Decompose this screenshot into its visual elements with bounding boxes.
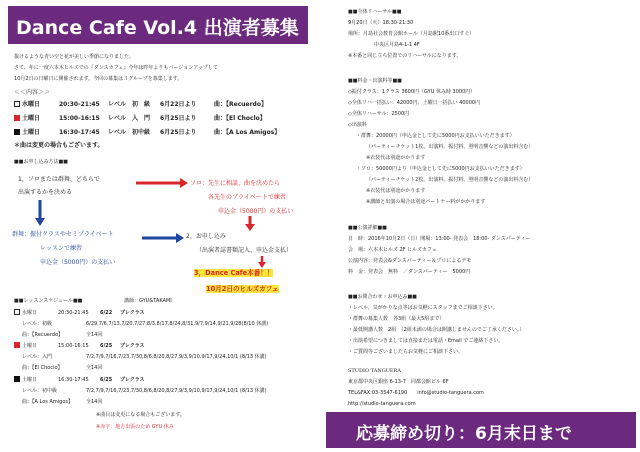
group-row: 土曜日 16:30-17:45 レベル 初中級 6月25日より 曲：【A Los Amigos】 [14, 128, 40, 138]
fee-line: ◇全体リハーサル：2500円 [348, 111, 410, 117]
fee-line: ・群舞：20000円（申込金として先に5000円お支払いいただきます） [356, 133, 515, 139]
square-black-icon [14, 376, 20, 382]
performance-heading: ■■公演詳細■■ [348, 225, 387, 231]
solo-line-1: ソロ：先生に相談、曲を決めたら [190, 180, 281, 187]
schedule-row: 水曜日 20:30-21:45 6/22 プレクラス [14, 309, 314, 318]
arrow-down-icon [245, 216, 255, 231]
studio-address: 東京都中央区銀座 6-13-7 同都会館ビル 6F [348, 379, 449, 385]
fee-line: ◇全体リハ一括払い：42000円、土曜日一括払い 40000円 [348, 100, 481, 106]
song-note: ＊曲は変更の場合もございます。 [14, 142, 104, 149]
intro-line-2: さて、年に一度六本木ヒルズでの『ダンスカフェ』今年は昨年よりもバージョンアップして [14, 65, 218, 71]
intro-line-3: 10月2日の日曜日に開催されます。今回の募集は３グループを募集します。 [14, 76, 183, 82]
group-line-2: レッスンで練習 [40, 245, 82, 252]
group-row: 土曜日 15:00-16:15 レベル 入 門 6月25日より 曲：【El Choclo】 [14, 114, 40, 124]
solo-line-2: 各先生のプライベートで練習 [208, 194, 286, 201]
schedule-song: 曲：【El Choclo】 [22, 365, 63, 371]
rehearsal-place: 場所：月島社会教育会館ホール（月島駅10番出口すぐ） [348, 31, 475, 37]
fees-heading: ■■料金・出演料等■■ [348, 78, 402, 84]
schedule-dates: 7/2,7/9,7/16,7/23,7/30,8/6,8/20,8/27,9/3,9/10,9/17,9/24,10/1 (8/13 休講) [86, 354, 267, 360]
arrow-down-icon [35, 200, 45, 226]
fee-line: ※講師と出演の場合は別途パートナー料がかかります [366, 199, 486, 205]
schedule-row: 土曜日 16:30-17:45 6/25 プレクラス [14, 376, 314, 385]
fee-line: （パーティーチケット1枚、出演料、振付料、照明音響などの演出料含む） [366, 144, 534, 150]
schedule-song: 曲：【A Los Amigos】 [22, 399, 73, 405]
contact-line: ・群舞の募集人数 各3組（最大5組まで） [348, 316, 445, 322]
rehearsal-address: 中央区月島4-1-1 4F [374, 42, 420, 48]
performance-venue: 会 場：六本木ヒルズ 2F ヒルズカフェ [348, 247, 437, 253]
schedule-count: 全14回 [86, 399, 103, 405]
fee-line: ・ソロ：50000円より（申込金として先に5000円お支払いいただきます） [356, 166, 525, 172]
fee-line: ※衣装代は別途かかります [366, 188, 426, 194]
page-title: Dance Cafe Vol.4 出演者募集 !! [16, 17, 323, 39]
rehearsal-note: ※本番と同じ立ち位置でのリハーサルになります。 [348, 53, 462, 59]
step2-sub: （出演者誌書類記入、申込金支払） [196, 247, 293, 254]
arrow-right-icon [136, 178, 188, 188]
schedule-level: レベル：入門 [22, 354, 53, 360]
performance-fee: 料 金：発表会 無料 ／ダンスパーティー 5000円 [348, 269, 471, 275]
schedule-count: 全14回 [86, 365, 103, 371]
solo-line-3: 申込金（5000円）の支払い [218, 208, 294, 215]
performance-date: 日 時：2016年10月2日（日）開場：13:00- 発表会 18:00- ダンスパーティー [348, 236, 531, 242]
schedule-dates: 7/2,7/9,7/16,7/23,7/30,8/6,8/20,8/27,9/3,9/10,9/17,9/24,10/1 (8/13 休講) [86, 388, 267, 394]
intro-line-1: 抜けるような青い空と花が美しい季節になりました。 [14, 54, 135, 60]
schedule-count: 全14回 [86, 332, 103, 338]
contact-heading: ■■お問合わせ・お申込み■■ [348, 294, 417, 300]
schedule-row: 土曜日 15:00-16:15 6/25 プレクラス [14, 342, 314, 351]
studio-name: STUDIO TANGUERA [348, 368, 401, 374]
schedule-level: レベル：初中級 [22, 388, 58, 394]
step3-sub: 10月2日のヒルズカフェ [206, 285, 279, 293]
square-red-icon [14, 342, 20, 348]
fee-line: ◇振付クラス：1クラス 3600円（GYU 休み時 3000円） [348, 89, 476, 95]
contact-line: ・ご質問等ございましたらお気軽にご相談下さい。 [348, 349, 464, 355]
deadline-banner [326, 412, 636, 448]
arrow-down-icon [258, 256, 266, 268]
studio-url[interactable]: http://studio-tanguera.com [348, 401, 416, 407]
schedule-song: 曲：【Recuerdo】 [22, 332, 64, 338]
contents-heading: ＜＜内容＞＞ [14, 89, 51, 96]
step1-sub: 出演するかを決める [18, 189, 73, 196]
studio-tel[interactable]: TEL&FAX:03-3547-6190 info@studio-tanguera.com [348, 390, 484, 396]
schedule-dates: 6/29,7/6,7/13,7/20,7/27,8/3,8/17,8/24,8/31,9/7,9/14,9/21,9/28(8/10 休講) [86, 321, 269, 327]
step1: 1，ソロまたは群舞、どちらで [18, 176, 100, 183]
fee-line: ◇出演料 [348, 122, 367, 128]
group-row: 水曜日 20:30-21:45 レベル 初 級 6月22日より 曲：【Recuerdo】 [14, 100, 40, 110]
deadline-text: 応募締め切り：6月末日まで [356, 424, 572, 444]
schedule-heading: ■■レッスンスケジュール■■ 講師：GYU&TAKAMI [14, 298, 172, 304]
schedule-level: レベル：初級 [22, 321, 53, 327]
schedule-note: ※曲目は変更になる場合もございます。 [96, 412, 185, 418]
fee-line: ※衣装代は別途かかります [366, 155, 426, 161]
arrow-right-icon [142, 233, 184, 243]
contact-line: ・出演希望につきましては直接または電話・Email でご連絡下さい。 [348, 338, 504, 344]
rehearsal-heading: ■■全体リハーサル■■ [348, 9, 402, 15]
contact-line: ・レベル、気がかりな点等はお気軽にスタッフまでご相談下さい。 [348, 305, 498, 311]
fee-line: （パーティーチケット2枚、出演料、振付料、照明音響などの演出料含む） [366, 177, 534, 183]
contact-line: ・最低開講人数 2組 （2組未満の場合は開講しませんのでご了承ください。） [348, 327, 525, 333]
group-line-3: 申込金（5000円）の支払い [40, 259, 116, 266]
group-line-1: 群舞：振付クラスやセミプライベート [12, 231, 114, 238]
apply-heading: ■■お申し込み方法■■ [14, 159, 68, 165]
square-outline-icon [14, 309, 20, 315]
performance-content: 公演内容：発表会&ダンスパーティー＆プロによるデモ [348, 258, 472, 264]
schedule-note-red: ※赤字：地方出張のため GYU 休み [96, 424, 174, 430]
rehearsal-datetime: 9月20日（火）18:30-21:30 [348, 20, 414, 26]
step3: 3，Dance Cafe本番！！ [194, 269, 274, 277]
step2: 2，お申し込み [186, 233, 226, 240]
